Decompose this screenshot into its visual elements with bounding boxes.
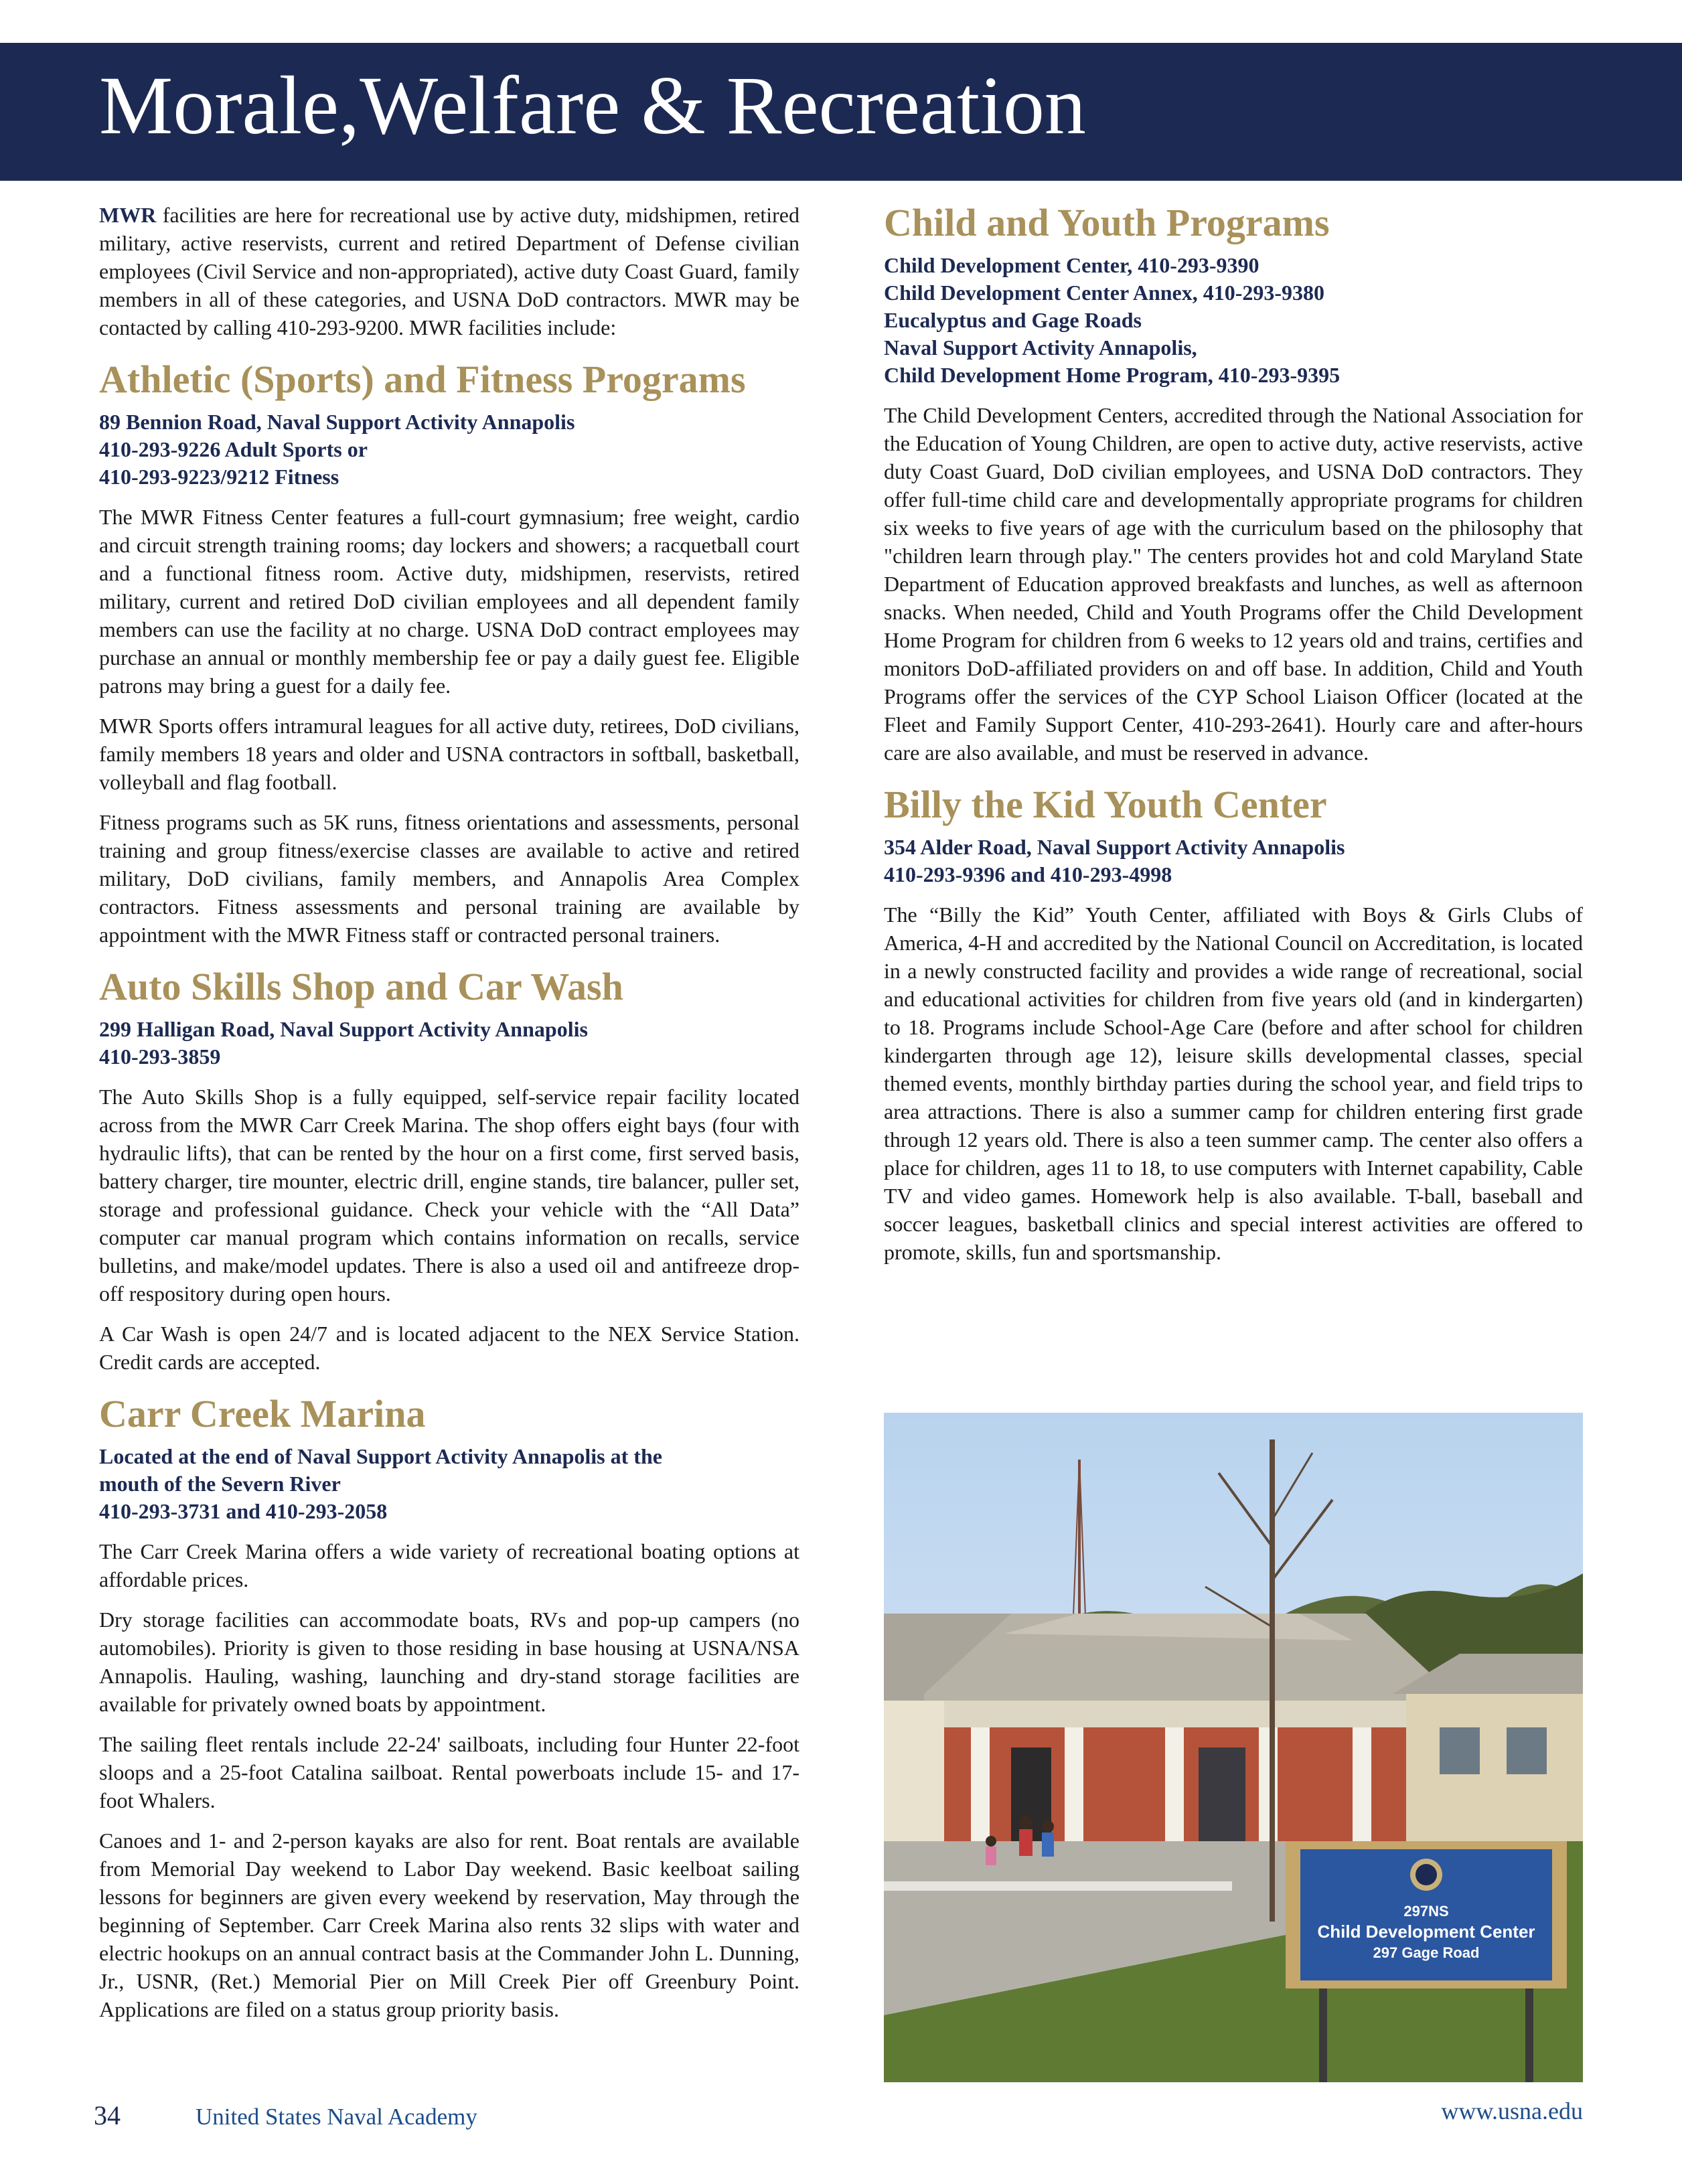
intro-paragraph <box>99 201 799 341</box>
marina-paragraph: The Carr Creek Marina offers a wide variety of recreational boating options at affordable prices. <box>99 1539 799 1591</box>
billy-heading: Billy the Kid Youth Center <box>884 783 1327 826</box>
address-line: Child Development Center, 410-293-9390 <box>884 253 1259 277</box>
intro-lead: MWR <box>99 203 157 227</box>
athletic-paragraph: MWR Sports offers intramural leagues for all active duty, retirees, DoD civilians, family members 18 years and older and USNA contractors in softball, basketball, volleyball and flag football. <box>99 714 799 794</box>
child-paragraph: The Child Development Centers, accredited through the National Association for the Education of Young Children, are open to active duty, active reservists, active duty Coast Guard, DoD civilian employees, and USNA DoD contractors. They offer full-time child care and developmentally appropriate programs for children six weeks to five years of age with the curriculum based on the philosophy that "children learn through play." The centers provides hot and cold Maryland State Department of Education approved breakfasts and lunches, as well as afternoon snacks. When needed, Child and Youth Programs offer the Child Development Home Program for children from 6 weeks to 12 years old and trains, certifies and monitors DoD-affiliated providers on and off base. In addition, Child and Youth Programs offer the services of the CYP School Liaison Officer (located at the Fleet and Family Support Center, 410-293-2641). Hourly care and after-hours care are also available, and must be reserved in advance. <box>884 403 1583 765</box>
child-heading: Child and Youth Programs <box>884 201 1330 244</box>
address-line: 410-293-3859 <box>99 1044 221 1069</box>
marina-address <box>99 1443 799 1525</box>
address-line: 410-293-3731 and 410-293-2058 <box>99 1499 388 1523</box>
auto-paragraph: The Auto Skills Shop is a fully equipped, self-service repair facility located across from the MWR Carr Creek Marina. The shop offers eight bays (four with hydraulic lifts), that can be rented by the hour on a first come, first served basis, battery charger, tire mounter, electric drill, engine stands, tire balancer, puller set, storage and professional guidance. Check your vehicle with the “All Data” computer car manual program which contains information on recalls, service bulletins, and make/model updates. There is also a used oil and antifreeze drop-off respository during open hours. <box>99 1085 799 1306</box>
right-column <box>884 201 1583 1278</box>
address-line: 410-293-9396 and 410-293-4998 <box>884 862 1172 886</box>
page-title: Morale,Welfare & Recreation <box>99 60 1086 151</box>
address-line: 89 Bennion Road, Naval Support Activity Annapolis <box>99 410 575 434</box>
address-line: mouth of the Severn River <box>99 1472 341 1496</box>
athletic-address <box>99 408 799 491</box>
address-line: 354 Alder Road, Naval Support Activity Annapolis <box>884 835 1345 859</box>
child-address <box>884 252 1583 389</box>
sign-line-1: 297NS <box>1403 1903 1449 1920</box>
website-url: www.usna.edu <box>1441 2098 1583 2124</box>
page-number: 34 <box>94 2100 121 2130</box>
address-line: Naval Support Activity Annapolis, <box>884 335 1197 360</box>
address-line: 299 Halligan Road, Naval Support Activity Annapolis <box>99 1017 588 1041</box>
athletic-heading: Athletic (Sports) and Fitness Programs <box>99 358 746 401</box>
marina-paragraph: Canoes and 1- and 2-person kayaks are also for rent. Boat rentals are available from Memorial Day weekend to Labor Day weekend. Basic keelboat sailing lessons for beginners are given every weekend by reservation, May through the beginning of September. Carr Creek Marina also rents 32 slips with water and electric hookups on an annual contract basis at the Commander John L. Dunning, Jr., USNR, (Ret.) Memorial Pier on Mill Creek Pier off Greenbury Point. Applications are filed on a status group priority basis. <box>99 1828 799 2021</box>
marina-paragraph: The sailing fleet rentals include 22-24' sailboats, including four Hunter 22-foot sloops and a 25-foot Catalina sailboat. Rental powerboats include 15- and 17-foot Whalers. <box>99 1732 799 1812</box>
auto-paragraph: A Car Wash is open 24/7 and is located adjacent to the NEX Service Station. Credit cards are accepted. <box>99 1322 799 1374</box>
address-line: Child Development Home Program, 410-293-9395 <box>884 363 1341 387</box>
address-line: 410-293-9226 Adult Sports or <box>99 437 368 461</box>
address-line: 410-293-9223/9212 Fitness <box>99 465 339 489</box>
address-line: Child Development Center Annex, 410-293-9380 <box>884 281 1325 305</box>
intro-text: facilities are here for recreational use by active duty, midshipmen, retired military, active reservists, current and retired Department of Defense civilian employees (Civil Service and non-appropriated), active duty Coast Guard, family members in all of these categories, and USNA DoD contractors. MWR may be contacted by calling 410-293-9200. MWR facilities include: <box>99 203 799 339</box>
marina-heading: Carr Creek Marina <box>99 1392 426 1435</box>
billy-address <box>884 834 1583 888</box>
billy-paragraph: The “Billy the Kid” Youth Center, affiliated with Boys & Girls Clubs of America, 4-H and accredited by the National Council on Accreditation, is located in a newly constructed facility and provides a wide range of recreational, social and educational activities for children from five years old (and in kindergarten) to 18. Programs include School-Age Care (before and after school for children kindergarten through age 12), leisure skills developmental classes, special themed events, monthly birthday parties during the school year, and field trips to area attractions. There is also a summer camp for children entering first grade through 12 years old. There is also a teen summer camp. The center also offers a place for children, ages 11 to 18, to use computers with Internet capability, Cable TV and video games. Homework help is also available. T-ball, baseball and soccer leagues, basketball clinics and special interest activities are offered to promote, skills, fun and sportsmanship. <box>884 903 1583 1264</box>
left-column <box>99 201 799 2035</box>
photo-illustration <box>884 1413 1583 2082</box>
publication-name: United States Naval Academy <box>196 2104 477 2130</box>
sign-line-2: Child Development Center <box>1317 1922 1535 1942</box>
athletic-paragraph: Fitness programs such as 5K runs, fitness orientations and assessments, personal training and group fitness/exercise classes are available to active and retired military, DoD civilians, family members, and Annapolis Area Complex contractors. Fitness assessments and personal training are available by appointment with the MWR Fitness staff or contracted personal trainers. <box>99 810 799 947</box>
athletic-paragraph: The MWR Fitness Center features a full-court gymnasium; free weight, cardio and circuit strength training rooms; day lockers and showers; a racquetball court and a functional fitness room. Active duty, midshipmen, reservists, retired military, current and retired DoD civilian employees and all dependent family members can use the facility at no charge. USNA DoD contract employees may purchase an annual or monthly membership fee or pay a daily guest fee. Eligible patrons may bring a guest for a daily fee. <box>99 505 799 698</box>
child-development-center-photo <box>884 1413 1583 2082</box>
auto-heading: Auto Skills Shop and Car Wash <box>99 965 623 1008</box>
auto-address <box>99 1016 799 1071</box>
marina-paragraph: Dry storage facilities can accommodate boats, RVs and pop-up campers (no automobiles). Priority is given to those residing in base housing at USNA/NSA Annapolis. Hauling, washing, launching and dry-stand storage facilities are available for privately owned boats by appointment. <box>99 1608 799 1716</box>
address-line: Located at the end of Naval Support Activity Annapolis at the <box>99 1444 662 1468</box>
address-line: Eucalyptus and Gage Roads <box>884 308 1142 332</box>
sign-line-3: 297 Gage Road <box>1373 1944 1480 1961</box>
